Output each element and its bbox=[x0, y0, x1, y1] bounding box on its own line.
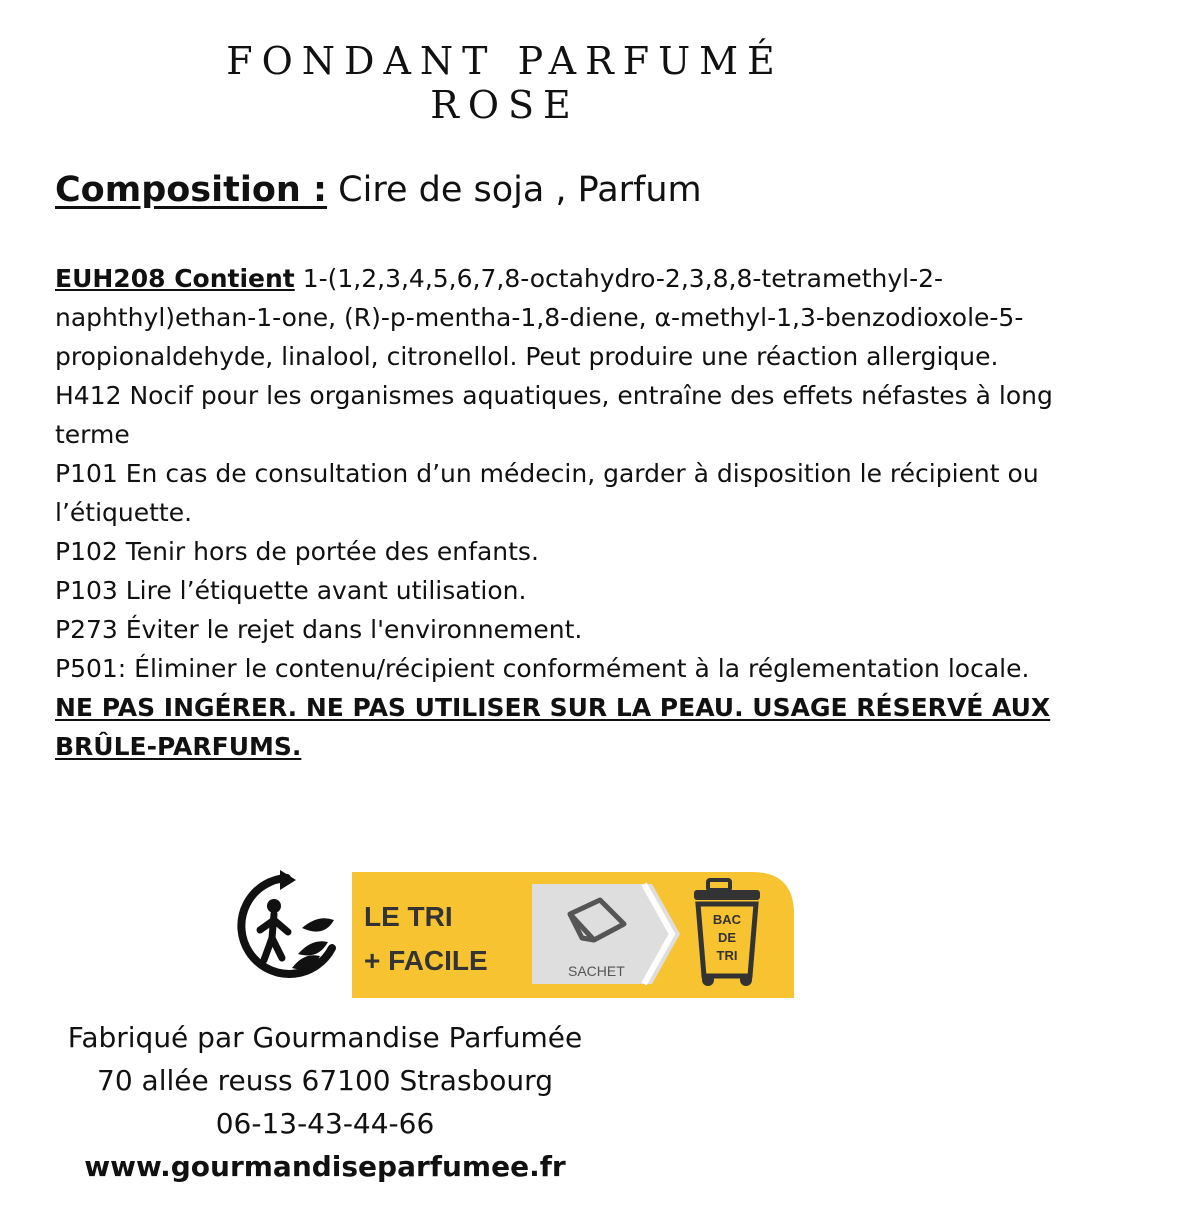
website: www.gourmandiseparfumee.fr bbox=[84, 1150, 566, 1183]
tri-text-line2: + FACILE bbox=[364, 945, 488, 976]
product-title: FONDANT PARFUMÉ bbox=[226, 39, 784, 83]
statement-p501: P501: Éliminer le contenu/récipient conformément à la réglementation locale. bbox=[55, 654, 1030, 683]
euh208-statement bbox=[55, 259, 1065, 376]
recycling-logo bbox=[232, 868, 802, 1003]
tri-text-line1: LE TRI bbox=[364, 901, 453, 932]
bag-label: SACHET bbox=[568, 963, 625, 979]
statement-p102: P102 Tenir hors de portée des enfants. bbox=[55, 537, 539, 566]
phone-number: 06-13-43-44-66 bbox=[215, 1107, 435, 1140]
statement-p103: P103 Lire l’étiquette avant utilisation. bbox=[55, 576, 527, 605]
product-scent: ROSE bbox=[430, 83, 580, 127]
manufacturer: Fabriqué par Gourmandise Parfumée bbox=[67, 1021, 583, 1054]
bin-label-line3: TRI bbox=[716, 948, 738, 963]
statement-p101: P101 En cas de consultation d’un médecin, garder à disposition le récipient ou l’étiquette. bbox=[55, 459, 1039, 527]
statement-h412: H412 Nocif pour les organismes aquatiques, entraîne des effets néfastes à long terme bbox=[55, 381, 1053, 449]
safety-statements bbox=[55, 259, 1065, 766]
triman-icon bbox=[241, 870, 334, 974]
composition bbox=[55, 166, 702, 214]
statement-p273: P273 Éviter le rejet dans l'environnement. bbox=[55, 615, 583, 644]
bin-label-line2: DE bbox=[717, 930, 737, 945]
address: 70 allée reuss 67100 Strasbourg bbox=[97, 1064, 553, 1097]
composition-value: Cire de soja , Parfum bbox=[338, 170, 702, 210]
composition-label: Composition : bbox=[55, 170, 328, 210]
euh208-label: EUH208 Contient bbox=[55, 264, 295, 293]
bin-label-line1: BAC bbox=[712, 912, 742, 927]
usage-warning: NE PAS INGÉRER. NE PAS UTILISER SUR LA PEAU. USAGE RÉSERVÉ AUX BRÛLE-PARFUMS. bbox=[55, 693, 1051, 761]
euh208-text: 1-(1,2,3,4,5,6,7,8-octahydro-2,3,8,8-tetramethyl-2-naphthyl)ethan-1-one, (R)-p-mentha-1,8-diene, α-methyl-1,3-benzodioxole-5-propionaldehyde, linalool, citronellol. Peut produire une réaction allergique. bbox=[55, 264, 1024, 371]
